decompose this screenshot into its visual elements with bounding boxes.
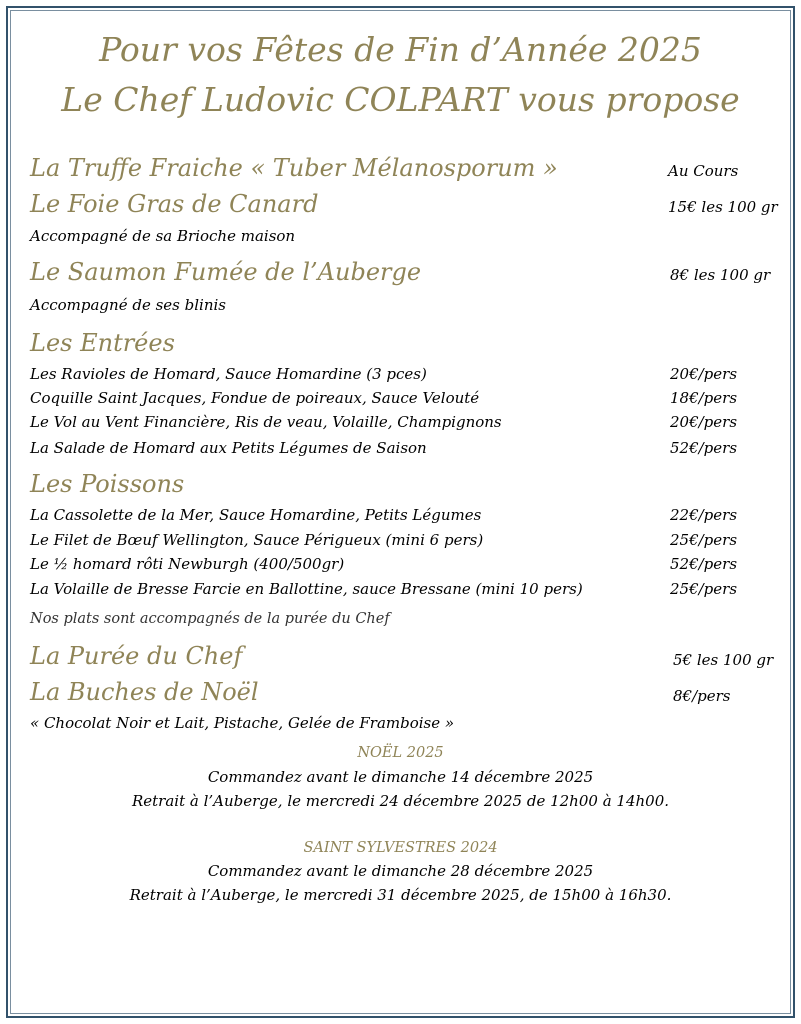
foie-gras-title: Le Foie Gras de Canard	[30, 190, 319, 218]
puree-title: La Purée du Chef	[30, 642, 243, 670]
poisson-item: La Cassolette de la Mer, Sauce Homardine, Petits Légumes	[30, 506, 482, 524]
poisson-price: 52€/pers	[670, 555, 738, 573]
sylvestre-pickup: Retrait à l’Auberge, le mercredi 31 décembre 2025, de 15h00 à 16h30.	[129, 886, 672, 904]
entrees-heading: Les Entrées	[30, 329, 175, 357]
entree-price: 18€/pers	[670, 389, 738, 407]
poisson-item: Le Filet de Bœuf Wellington, Sauce Périgueux (mini 6 pers)	[30, 531, 484, 549]
entree-item: Le Vol au Vent Financière, Ris de veau, Volaille, Champignons	[30, 413, 502, 431]
puree-price: 5€ les 100 gr	[673, 651, 774, 669]
buches-price: 8€/pers	[673, 687, 731, 705]
poisson-price: 25€/pers	[670, 580, 738, 598]
sylvestre-title: SAINT SYLVESTRES 2024	[303, 840, 498, 856]
poisson-price: 25€/pers	[670, 531, 738, 549]
noel-order: Commandez avant le dimanche 14 décembre 2025	[207, 768, 594, 786]
poissons-note: Nos plats sont accompagnés de la purée du Chef	[30, 611, 390, 627]
saumon-desc: Accompagné de ses blinis	[30, 296, 226, 314]
header-line-1: Pour vos Fêtes de Fin d’Année 2025	[99, 30, 702, 69]
noel-pickup: Retrait à l’Auberge, le mercredi 24 décembre 2025 de 12h00 à 14h00.	[131, 792, 670, 810]
poissons-heading: Les Poissons	[30, 470, 185, 498]
entree-price: 52€/pers	[670, 439, 738, 457]
truffe-price: Au Cours	[668, 162, 739, 180]
poisson-item: La Volaille de Bresse Farcie en Ballottine, sauce Bressane (mini 10 pers)	[30, 580, 583, 598]
truffe-title: La Truffe Fraiche « Tuber Mélanosporum »	[30, 154, 558, 182]
poisson-item: Le ½ homard rôti Newburgh (400/500gr)	[30, 555, 345, 573]
entree-item: Les Ravioles de Homard, Sauce Homardine (3 pces)	[30, 365, 427, 383]
buches-title: La Buches de Noël	[30, 678, 259, 706]
entree-item: La Salade de Homard aux Petits Légumes de Saison	[30, 439, 427, 457]
entree-item: Coquille Saint Jacques, Fondue de poireaux, Sauce Velouté	[30, 389, 480, 407]
header-line-2: Le Chef Ludovic COLPART vous propose	[61, 80, 740, 119]
saumon-price: 8€ les 100 gr	[670, 266, 771, 284]
noel-title: NOËL 2025	[357, 745, 444, 761]
foie-gras-desc: Accompagné de sa Brioche maison	[30, 227, 296, 245]
entree-price: 20€/pers	[670, 413, 738, 431]
foie-gras-price: 15€ les 100 gr	[668, 198, 778, 216]
buches-desc: « Chocolat Noir et Lait, Pistache, Gelée de Framboise »	[30, 714, 455, 732]
entree-price: 20€/pers	[670, 365, 738, 383]
saumon-title: Le Saumon Fumée de l’Auberge	[30, 258, 422, 286]
sylvestre-order: Commandez avant le dimanche 28 décembre 2025	[207, 862, 594, 880]
poisson-price: 22€/pers	[670, 506, 738, 524]
